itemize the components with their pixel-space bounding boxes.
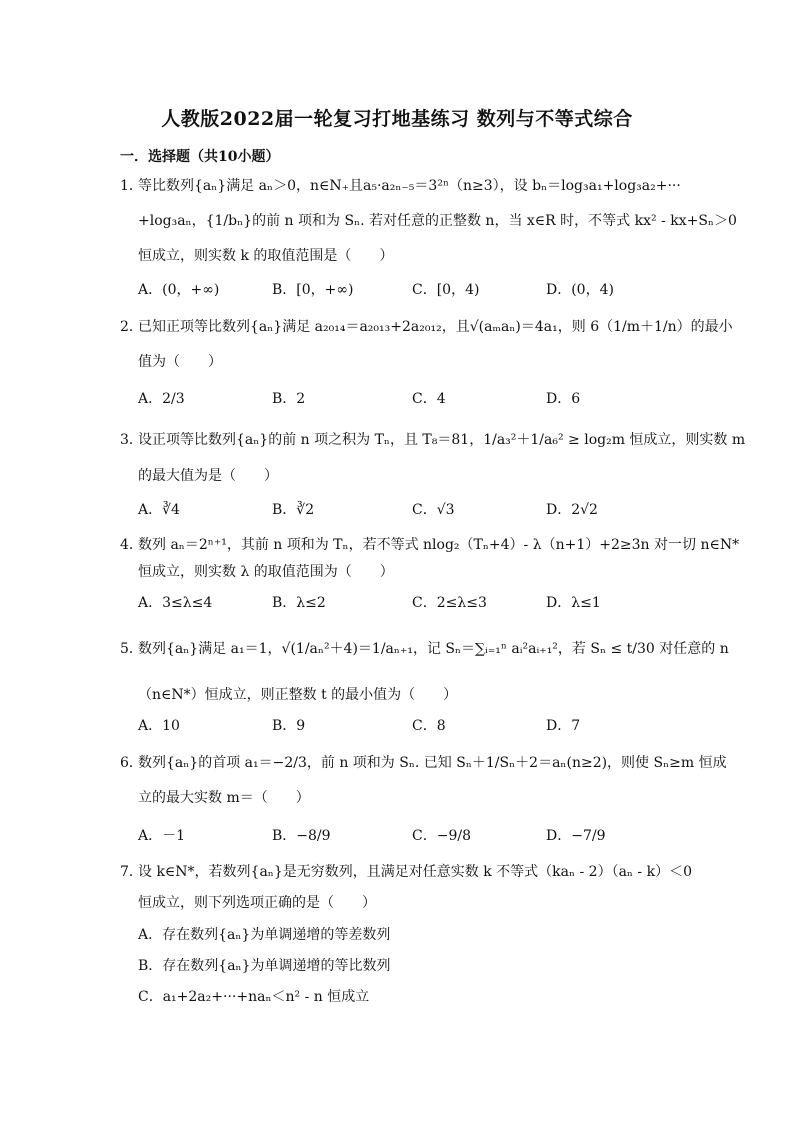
question-7-line-1: 设 k∈N*，若数列{aₙ}是无穷数列，且满足对任意实数 k 不等式（kaₙ - 2）（aₙ - k）＜0 [138, 864, 692, 880]
question-5-number: 5． [120, 641, 143, 657]
question-3-line-1: 设正项等比数列{aₙ}的前 n 项之积为 Tₙ，且 T₈＝81，1/a₃²＋1/a₆² ≥ log₂m 恒成立，则实数 m [138, 432, 746, 448]
question-2-option-a[interactable]: A．2/3 [138, 391, 185, 407]
question-3-line-2: 的最大值为是（ ） [138, 468, 278, 484]
question-7-number: 7． [120, 864, 143, 880]
question-4-option-c[interactable]: C．2≤λ≤3 [412, 595, 487, 611]
question-6-option-d[interactable]: D．−7/9 [546, 828, 606, 844]
question-4-option-d[interactable]: D．λ≤1 [546, 595, 601, 611]
question-1-option-a[interactable]: A．(0，+∞) [138, 282, 220, 298]
question-1-option-d[interactable]: D．(0，4) [546, 282, 614, 298]
question-6-line-2: 立的最大实数 m＝（ ） [138, 790, 310, 806]
question-3-number: 3． [120, 432, 143, 448]
question-5-line-1: 数列{aₙ}满足 a₁＝1，√(1/aₙ²＋4)＝1/aₙ₊₁，记 Sₙ＝∑ᵢ₌₁ⁿ aᵢ²aᵢ₊₁²，若 Sₙ ≤ t/30 对任意的 n [138, 641, 729, 657]
question-2-number: 2． [120, 319, 143, 335]
question-3-option-d[interactable]: D．2√2 [546, 502, 598, 518]
question-5-option-c[interactable]: C．8 [412, 718, 446, 734]
question-5-option-d[interactable]: D．7 [546, 718, 581, 734]
question-2-option-d[interactable]: D．6 [546, 391, 581, 407]
question-1-line-1: 等比数列{aₙ}满足 aₙ＞0，n∈N₊且a₅·a₂ₙ₋₅＝3²ⁿ（n≥3），设 bₙ＝log₃a₁+log₃a₂+··· [138, 178, 681, 194]
question-1-option-b[interactable]: B．[0，+∞) [272, 282, 354, 298]
question-5-line-2: （n∈N*）恒成立，则正整数 t 的最小值为（ ） [138, 687, 458, 703]
question-6-line-1: 数列{aₙ}的首项 a₁＝−2/3，前 n 项和为 Sₙ. 已知 Sₙ＋1/Sₙ＋2＝aₙ(n≥2)，则使 Sₙ≥m 恒成 [138, 755, 727, 771]
question-1-number: 1． [120, 178, 143, 194]
question-4-option-b[interactable]: B．λ≤2 [272, 595, 326, 611]
question-3-option-b[interactable]: B．∛2 [272, 502, 315, 518]
question-7-option-c[interactable]: C．a₁+2a₂+···+naₙ＜n² - n 恒成立 [138, 989, 370, 1005]
question-3-option-c[interactable]: C．√3 [412, 502, 455, 518]
question-5-option-b[interactable]: B．9 [272, 718, 306, 734]
question-2-option-b[interactable]: B．2 [272, 391, 306, 407]
document-title: 人教版2022届一轮复习打地基练习 数列与不等式综合 [161, 108, 633, 130]
question-2-line-2: 值为（ ） [138, 354, 222, 370]
question-7-line-2: 恒成立，则下列选项正确的是（ ） [138, 895, 376, 911]
question-4-line-2: 恒成立，则实数 λ 的取值范围为（ ） [138, 564, 394, 580]
question-7-option-b[interactable]: B．存在数列{aₙ}为单调递增的等比数列 [138, 958, 391, 974]
question-6-option-b[interactable]: B．−8/9 [272, 828, 331, 844]
question-6-option-a[interactable]: A．－1 [138, 828, 186, 844]
section-heading: 一．选择题（共10小题） [120, 149, 280, 165]
question-1-line-2: +log₃aₙ，{1/bₙ}的前 n 项和为 Sₙ. 若对任意的正整数 n，当 x∈R 时，不等式 kx² - kx+Sₙ＞0 [138, 213, 737, 229]
question-3-option-a[interactable]: A．∛4 [138, 502, 180, 518]
question-4-number: 4． [120, 537, 143, 553]
question-7-option-a[interactable]: A．存在数列{aₙ}为单调递增的等差数列 [138, 927, 391, 943]
question-5-option-a[interactable]: A．10 [138, 718, 180, 734]
question-6-number: 6． [120, 755, 143, 771]
question-4-option-a[interactable]: A．3≤λ≤4 [138, 595, 213, 611]
question-2-option-c[interactable]: C．4 [412, 391, 446, 407]
question-4-line-1: 数列 aₙ＝2ⁿ⁺¹，其前 n 项和为 Tₙ，若不等式 nlog₂（Tₙ+4）- λ（n+1）+2≥3n 对一切 n∈N* [138, 537, 740, 553]
question-1-line-3: 恒成立，则实数 k 的取值范围是（ ） [138, 248, 394, 264]
question-2-line-1: 已知正项等比数列{aₙ}满足 a₂₀₁₄＝a₂₀₁₃+2a₂₀₁₂，且√(aₘaₙ)＝4a₁，则 6（1/m＋1/n）的最小 [138, 319, 733, 335]
question-6-option-c[interactable]: C．−9/8 [412, 828, 471, 844]
question-1-option-c[interactable]: C．[0，4) [412, 282, 480, 298]
